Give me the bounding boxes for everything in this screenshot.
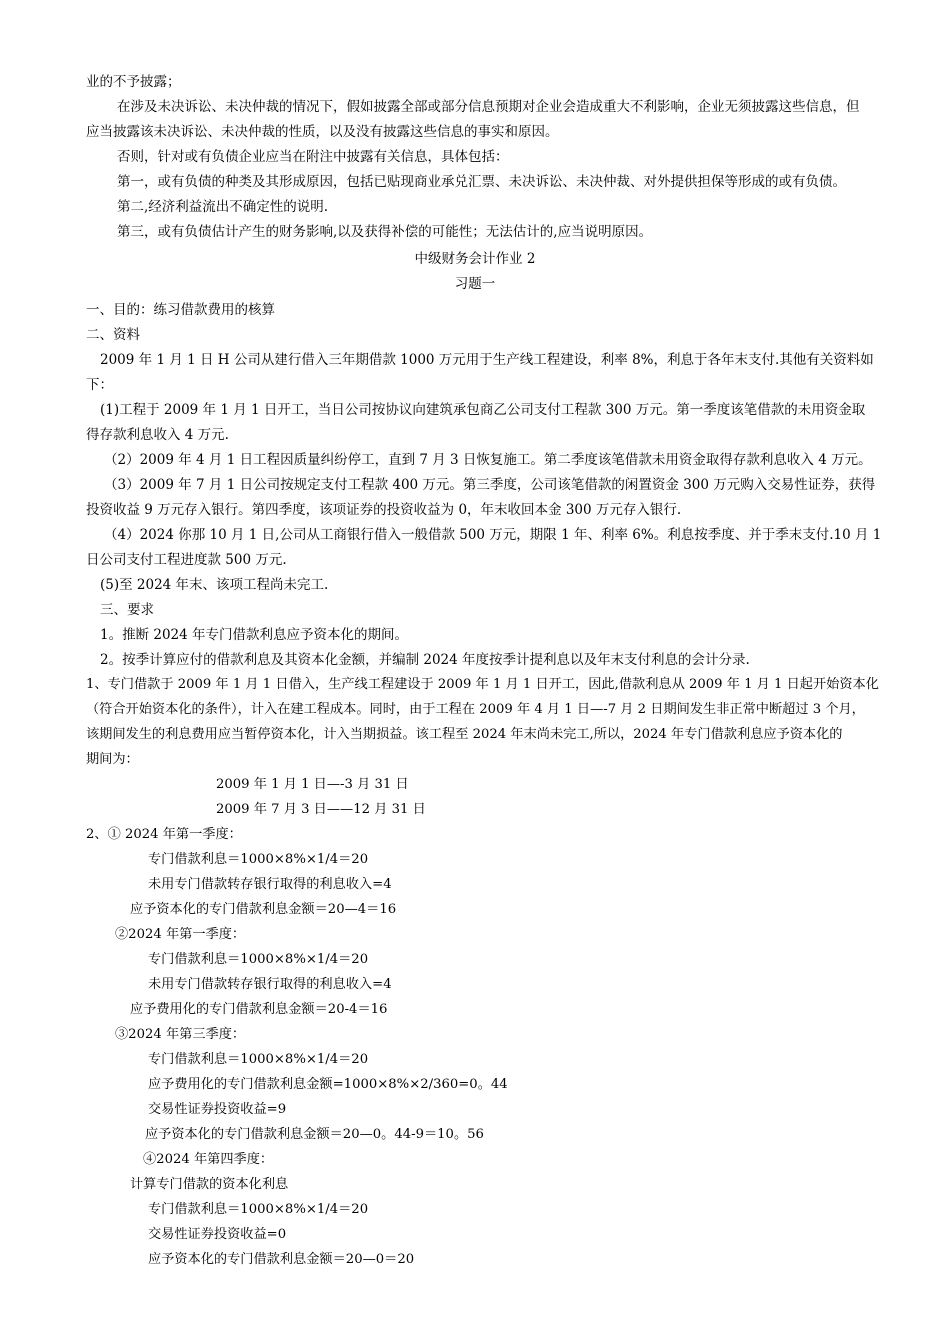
text-line: 第三，或有负债估计产生的财务影响,以及获得补偿的可能性；无法估计的,应当说明原因。 bbox=[117, 224, 653, 240]
text-line: 第一，或有负债的种类及其形成原因，包括已贴现商业承兑汇票、未决诉讼、未决仲裁、对外提供担保等形成的或有负债。 bbox=[117, 174, 846, 190]
text-line: 三、要求 bbox=[100, 602, 154, 618]
text-line: ②2024 年第一季度： bbox=[115, 927, 246, 942]
text-line: (5)至 2024 年末、该项工程尚未完工. bbox=[100, 577, 329, 593]
text-line: 应予资本化的专门借款利息金额＝20—4＝16 bbox=[130, 902, 397, 917]
text-line: 1。推断 2024 年专门借款利息应予资本化的期间。 bbox=[100, 627, 409, 643]
section-title: 中级财务会计作业 2 bbox=[414, 251, 536, 267]
text-line: 专门借款利息＝1000×8%×1/4＝20 bbox=[148, 952, 369, 967]
text-line: 下： bbox=[86, 377, 113, 393]
section-subtitle: 习题一 bbox=[454, 276, 496, 292]
text-line: 交易性证券投资收益=9 bbox=[148, 1102, 287, 1117]
text-line: ④2024 年第四季度： bbox=[143, 1152, 274, 1167]
text-line: 期间为： bbox=[86, 752, 139, 767]
text-line: 投资收益 9 万元存入银行。第四季度，该项证券的投资收益为 0，年末收回本金 300 万元存入银行. bbox=[86, 502, 682, 518]
text-line: 一、目的：练习借款费用的核算 bbox=[86, 302, 275, 318]
text-line: 日公司支付工程进度款 500 万元. bbox=[86, 552, 287, 568]
text-line: 2009 年 7 月 3 日——12 月 31 日 bbox=[216, 802, 426, 817]
text-line: 应当披露该未决诉讼、未决仲裁的性质，以及没有披露这些信息的事实和原因。 bbox=[86, 124, 559, 140]
text-line: 在涉及未决诉讼、未决仲裁的情况下，假如披露全部或部分信息预期对企业会造成重大不利影响，企业无须披露这些信息，但 bbox=[117, 99, 860, 115]
text-line: 交易性证券投资收益=0 bbox=[148, 1227, 287, 1242]
text-line: 业的不予披露； bbox=[86, 74, 181, 90]
text-line: （符合开始资本化的条件），计入在建工程成本。同时，由于工程在 2009 年 4 月 1 日—-7 月 2 日期间发生非正常中断超过 3 个月， bbox=[86, 702, 865, 717]
text-line: 2。按季计算应付的借款利息及其资本化金额，并编制 2024 年度按季计提利息以及年末支付利息的会计分录. bbox=[100, 652, 750, 668]
text-line: 2009 年 1 月 1 日—-3 月 31 日 bbox=[216, 777, 409, 792]
text-line: 第二,经济利益流出不确定性的说明. bbox=[117, 199, 329, 215]
text-line: 未用专门借款转存银行取得的利息收入=4 bbox=[148, 977, 392, 992]
text-line: 专门借款利息＝1000×8%×1/4＝20 bbox=[148, 1052, 369, 1067]
text-line: 未用专门借款转存银行取得的利息收入=4 bbox=[148, 877, 392, 892]
text-line: 1、专门借款于 2009 年 1 月 1 日借入，生产线工程建设于 2009 年 1 月 1 日开工，因此,借款利息从 2009 年 1 月 1 日起开始资本化 bbox=[86, 677, 879, 692]
text-line: 专门借款利息＝1000×8%×1/4＝20 bbox=[148, 852, 369, 867]
text-line: 该期间发生的利息费用应当暂停资本化，计入当期损益。该工程至 2024 年末尚未完工,所以，2024 年专门借款利息应予资本化的 bbox=[86, 727, 843, 742]
text-line: 应予费用化的专门借款利息金额＝20-4＝16 bbox=[130, 1002, 388, 1017]
text-line: 应予资本化的专门借款利息金额＝20—0。44-9＝10。56 bbox=[145, 1127, 484, 1142]
text-line: 专门借款利息＝1000×8%×1/4＝20 bbox=[148, 1202, 369, 1217]
text-line: （4）2024 你那 10 月 1 日,公司从工商银行借入一般借款 500 万元，期限 1 年、利率 6%。利息按季度、并于季末支付.10 月 1 bbox=[104, 527, 882, 543]
text-line: 否则，针对或有负债企业应当在附注中披露有关信息，具体包括： bbox=[117, 149, 509, 165]
text-line: ③2024 年第三季度： bbox=[115, 1027, 246, 1042]
text-line: （3）2009 年 7 月 1 日公司按规定支付工程款 400 万元。第三季度，公司该笔借款的闲置资金 300 万元购入交易性证券，获得 bbox=[104, 477, 876, 493]
text-line: 应予资本化的专门借款利息金额＝20—0＝20 bbox=[148, 1252, 415, 1267]
text-line: 2、① 2024 年第一季度： bbox=[86, 827, 242, 842]
text-line: 计算专门借款的资本化利息 bbox=[130, 1177, 289, 1192]
text-line: 得存款利息收入 4 万元. bbox=[86, 427, 229, 443]
text-line: (1)工程于 2009 年 1 月 1 日开工，当日公司按协议向建筑承包商乙公司支付工程款 300 万元。第一季度该笔借款的未用资金取 bbox=[100, 402, 866, 418]
text-line: 二、资料 bbox=[86, 327, 140, 343]
text-line: （2）2009 年 4 月 1 日工程因质量纠纷停工，直到 7 月 3 日恢复施工。第二季度该笔借款未用资金取得存款利息收入 4 万元。 bbox=[104, 452, 872, 468]
text-line: 2009 年 1 月 1 日 H 公司从建行借入三年期借款 1000 万元用于生产线工程建设，利率 8%，利息于各年末支付.其他有关资料如 bbox=[100, 352, 874, 368]
text-line: 应予费用化的专门借款利息金额=1000×8%×2/360=0。44 bbox=[148, 1077, 508, 1092]
